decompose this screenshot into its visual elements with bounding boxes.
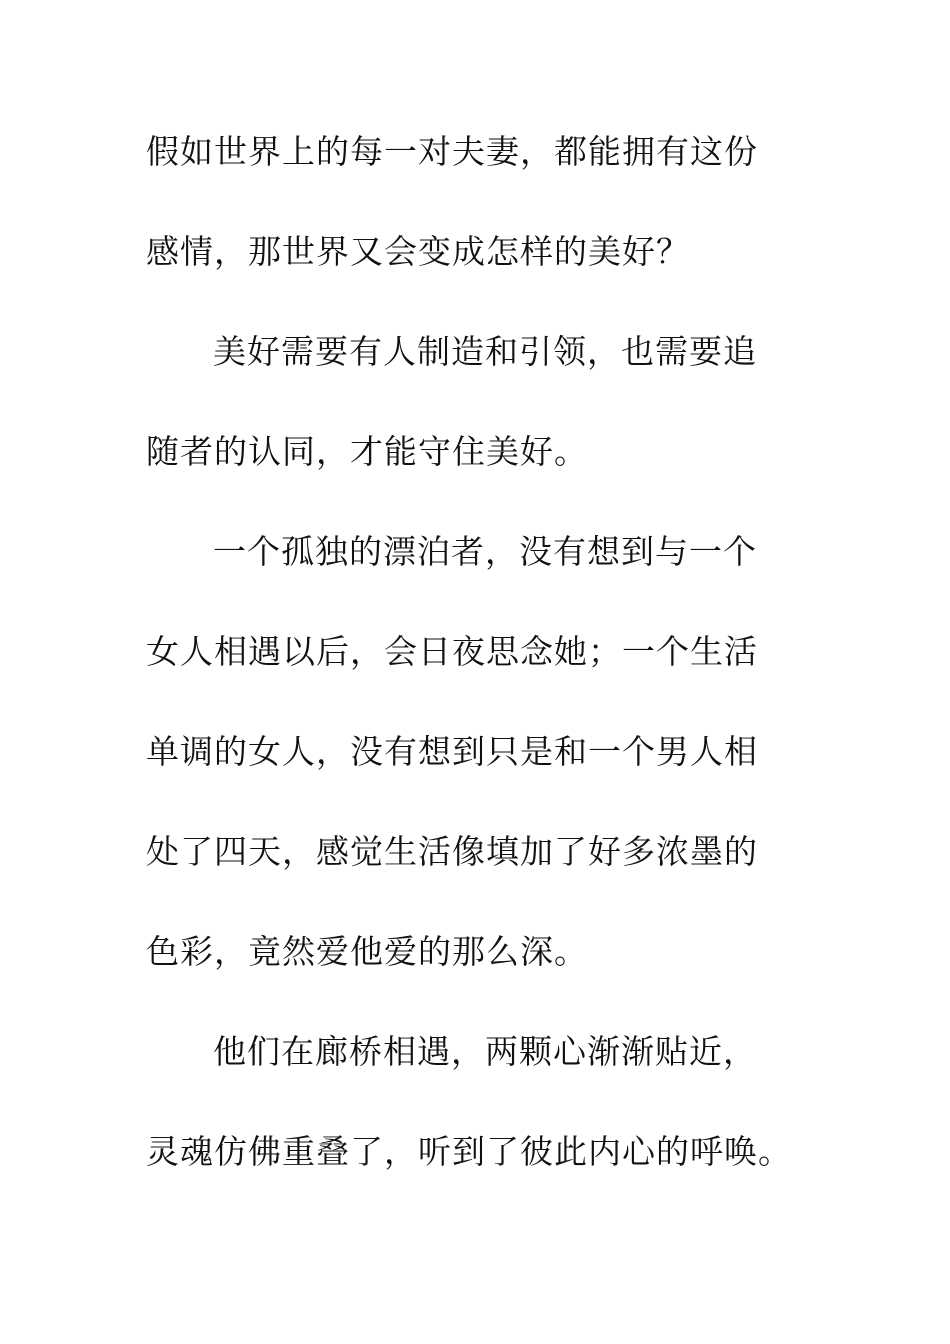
text-line: 假如世界上的每一对夫妻，都能拥有这份 [146,132,758,171]
text-line: 随者的认同，才能守住美好。 [146,432,588,471]
text-line: 色彩，竟然爱他爱的那么深。 [146,932,588,971]
text-line: 处了四天，感觉生活像填加了好多浓墨的 [146,832,758,871]
paragraph-start-line: 一个孤独的漂泊者，没有想到与一个 [213,532,757,571]
paragraph-start-line: 美好需要有人制造和引领，也需要追 [213,332,757,371]
text-line: 女人相遇以后，会日夜思念她；一个生活 [146,632,758,671]
text-line: 感情，那世界又会变成怎样的美好？ [146,232,690,271]
paragraph-start-line: 他们在廊桥相遇，两颗心渐渐贴近， [213,1032,757,1071]
text-line: 灵魂仿佛重叠了，听到了彼此内心的呼唤。 [146,1132,792,1171]
text-line: 单调的女人，没有想到只是和一个男人相 [146,732,758,771]
